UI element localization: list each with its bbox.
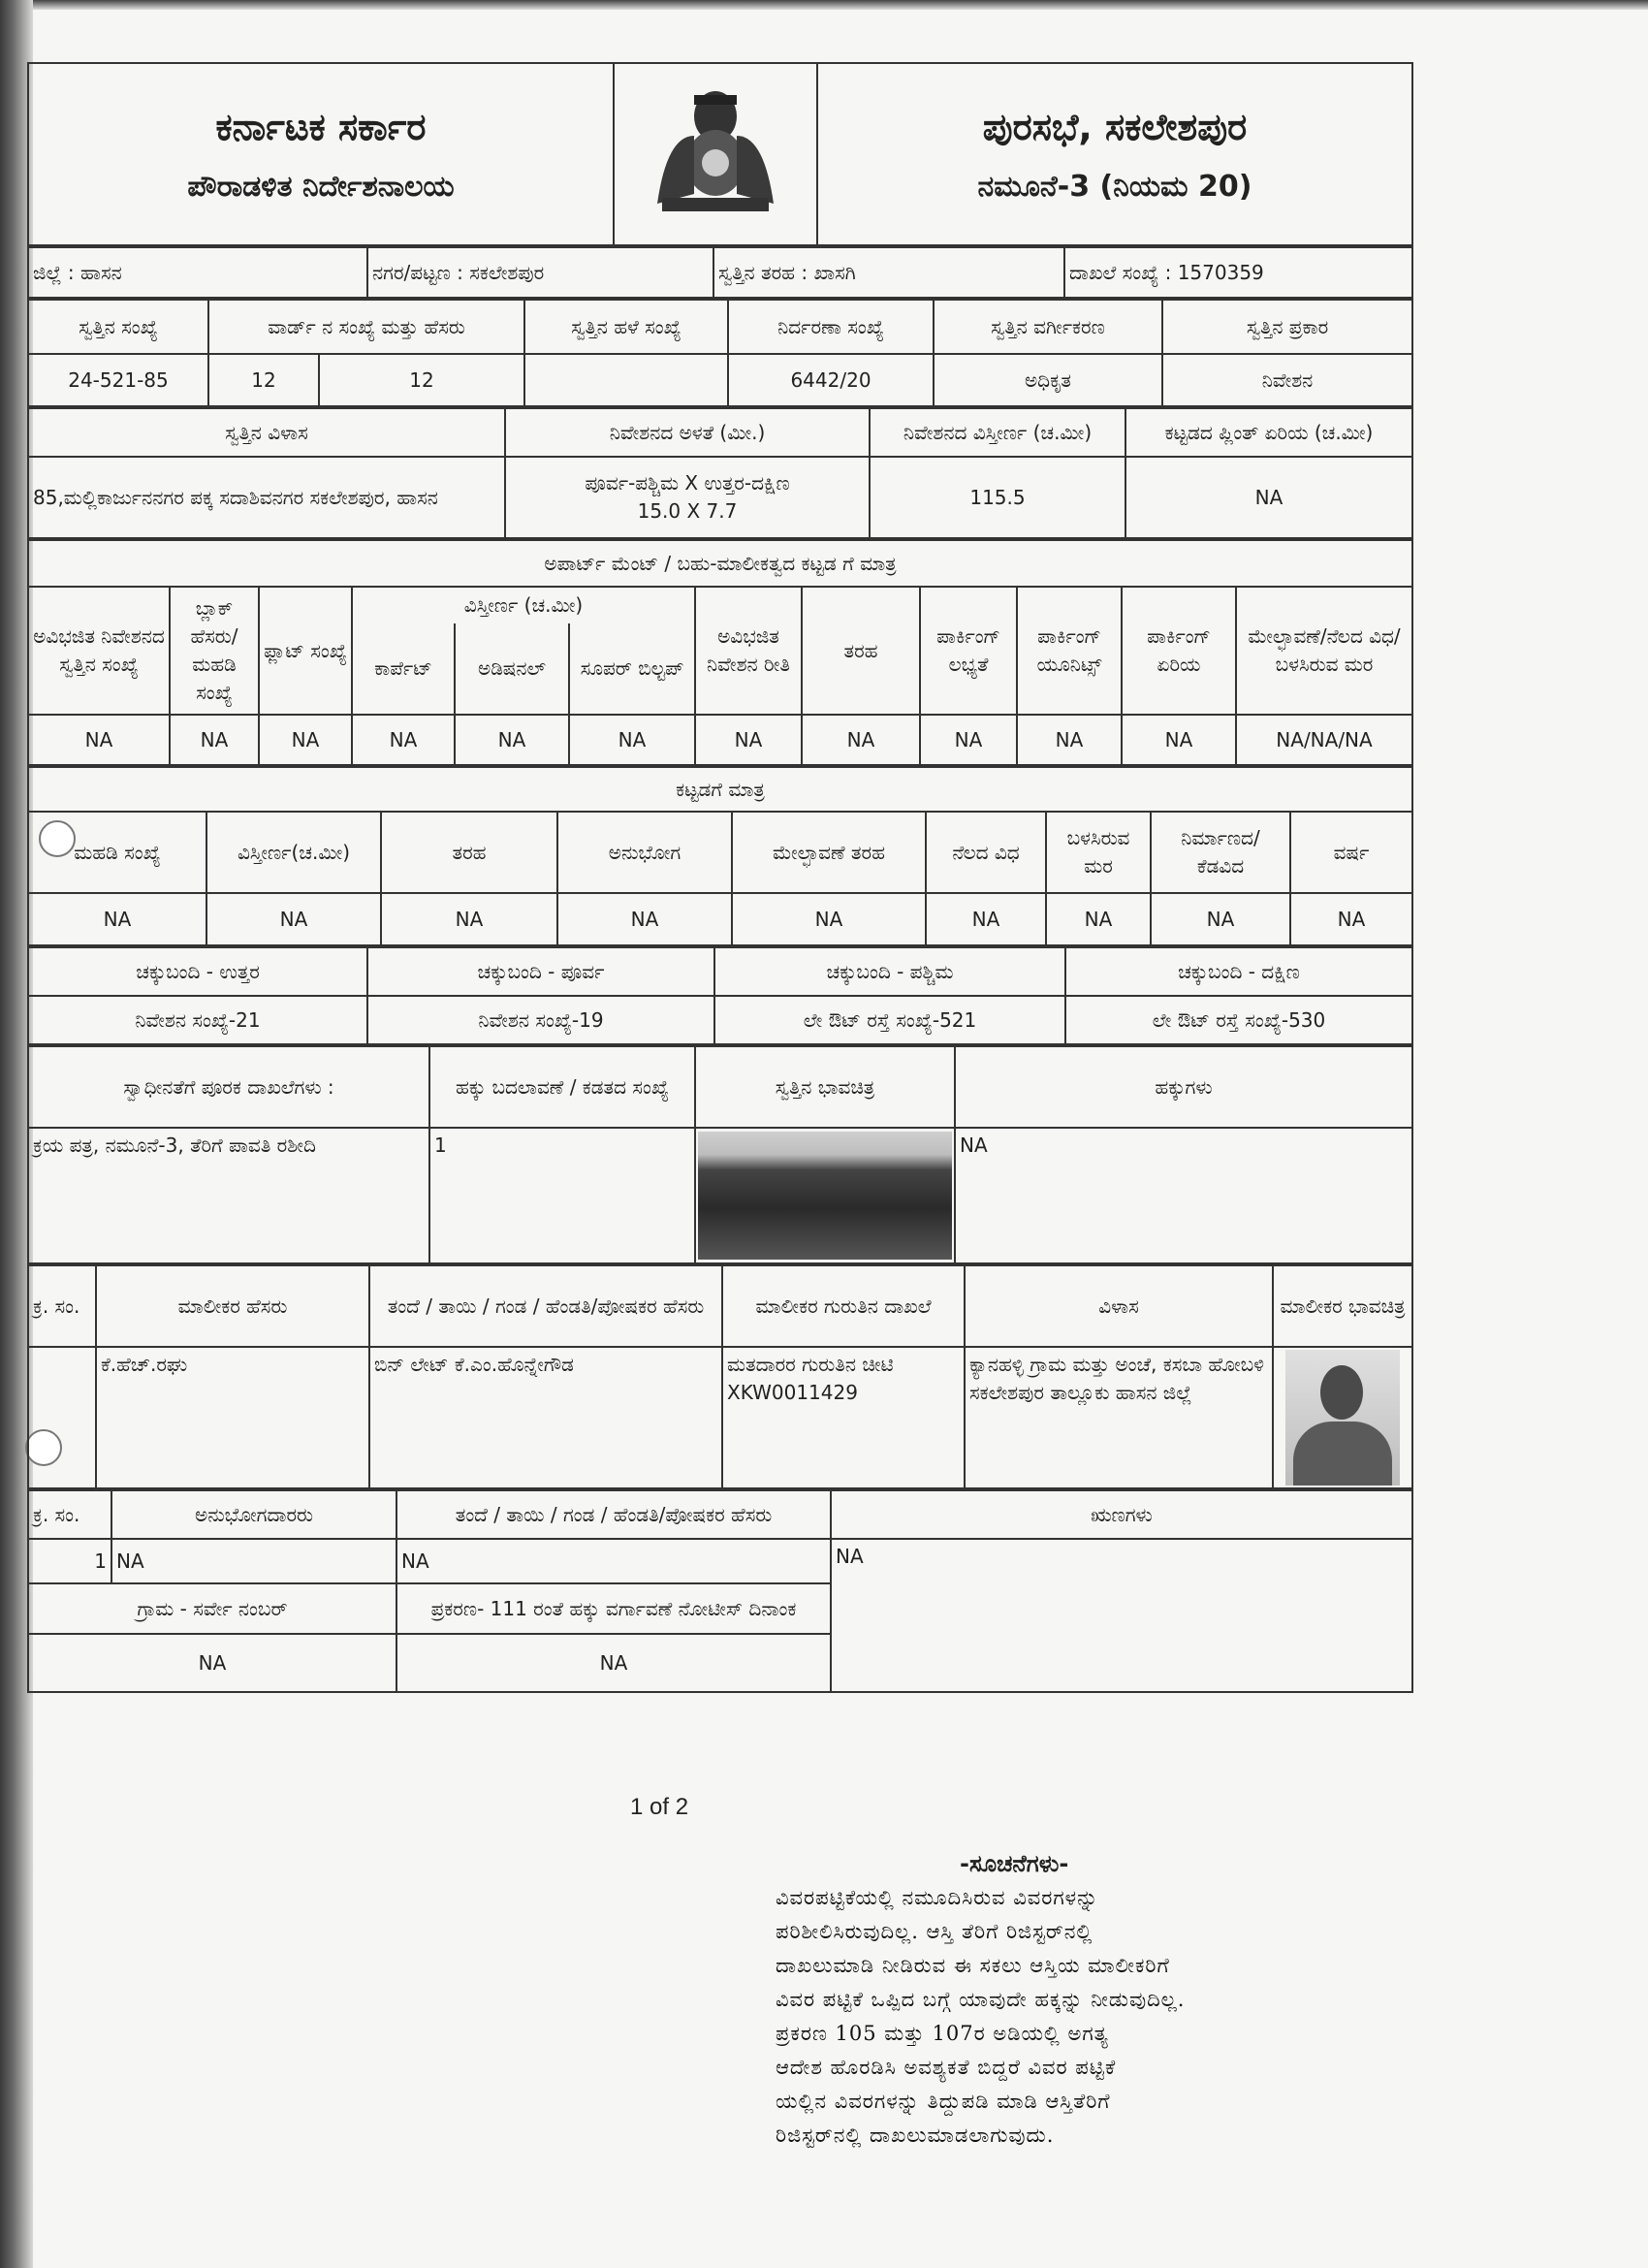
notes-line: ಆದೇಶ ಹೊರಡಿಸಿ ಅವಶ್ಯಕತೆ ಬಿದ್ದರೆ ವಿವರ ಪಟ್ಟಿಕೆ <box>776 2056 1117 2079</box>
building-title: ಕಟ್ಟಡಗೆ ಮಾತ್ರ <box>28 767 1412 812</box>
notes-line: ಪರಿಶೀಲಿಸಿರುವುದಿಲ್ಲ. ಆಸ್ತಿ ತೆರಿಗೆ ರಿಜಿಸ್ಟರ್‌ನಲ್ಲಿ <box>776 1920 1093 1943</box>
header-property-photo: ಸ್ವತ್ತಿನ ಭಾವಚಿತ್ರ <box>695 1046 955 1128</box>
occupant-parent: NA <box>396 1539 831 1583</box>
page-number: 1 of 2 <box>630 1794 689 1820</box>
building-value: NA <box>28 893 206 945</box>
owner-address: ಕ್ಯಾನಹಳ್ಳಿ ಗ್ರಾಮ ಮತ್ತು ಅಂಚೆ, ಕಸಬಾ ಹೋಬಳಿ ಸಕಲೇಶಪುರ ತಾಲ್ಲೂಕು ಹಾಸನ ಜಿಲ್ಲೆ <box>965 1347 1273 1488</box>
header-floor-type: ನೆಲದ ವಿಧ <box>926 812 1046 893</box>
dimension-label: ಪೂರ್ವ-ಪಶ್ಚಿಮ X ಉತ್ತರ-ದಕ್ಷಿಣ <box>585 471 790 495</box>
government-title: ಕರ್ನಾಟಕ ಸರ್ಕಾರ <box>215 105 427 148</box>
occupant-table <box>27 1489 1413 1693</box>
header-rights: ಹಕ್ಕುಗಳು <box>955 1046 1412 1128</box>
form-title: ನಮೂನೆ-3 (ನಿಯಮ 20) <box>977 169 1252 204</box>
assessment-number: 6442/20 <box>728 354 934 406</box>
header-survey-number <box>28 1583 396 1634</box>
property-photo-cell <box>695 1128 955 1263</box>
header-floor-number: ಮಹಡಿ ಸಂಖ್ಯೆ <box>28 812 206 893</box>
header-boundary-north: ಚಕ್ಕುಬಂದಿ - ಉತ್ತರ <box>28 947 367 996</box>
property-table <box>27 299 1413 407</box>
header-owner-id: ಮಾಲೀಕರ ಗುರುತಿನ ದಾಖಲೆ <box>722 1265 965 1347</box>
scan-edge-top <box>0 0 1648 10</box>
building-table <box>27 766 1413 946</box>
building-value: NA <box>381 893 557 945</box>
owner-parent: ಬಿನ್ ಲೇಟ್ ಕೆ.ಎಂ.ಹೊನ್ನೇಗೌಡ <box>369 1347 722 1488</box>
notes-line: ರಿಜಿಸ್ಟರ್‌ನಲ್ಲಿ ದಾಖಲುಮಾಡಲಾಗುವುದು. <box>776 2124 1055 2147</box>
header-parking-units: ಪಾರ್ಕಿಂಗ್ ಯೂನಿಟ್ಸ್ <box>1017 587 1122 715</box>
building-value: NA <box>557 893 732 945</box>
notes-stamp <box>776 1881 1299 2153</box>
apartment-value: NA <box>802 715 920 765</box>
header-undivided-share: ಅವಿಭಜಿತ ನಿವೇಶನ ರೀತಿ <box>695 587 802 715</box>
property-address: 85,ಮಲ್ಲಿಕಾರ್ಜುನನಗರ ಪಕ್ಕ ಸದಾಶಿವನಗರ ಸಕಲೇಶಪುರ, ಹಾಸನ <box>28 457 505 538</box>
apartment-value: NA <box>695 715 802 765</box>
header-supporting-documents: ಸ್ವಾಧೀನತೆಗೆ ಪೂರಕ ದಾಖಲೆಗಳು : <box>28 1046 429 1128</box>
apartment-table <box>27 539 1413 766</box>
header-occupant-parent: ತಂದೆ / ತಾಯಿ / ಗಂಡ / ಹೆಂಡತಿ/ಪೋಷಕರ ಹೆಸರು <box>396 1490 831 1539</box>
header-assessment-number: ನಿರ್ದರಣಾ ಸಂಖ್ಯೆ <box>728 300 934 354</box>
apartment-value: NA <box>455 715 569 765</box>
header-block: ಬ್ಲಾಕ್ ಹೆಸರು/ ಮಹಡಿ ಸಂಖ್ಯೆ <box>170 587 259 715</box>
ward-number: 12 <box>208 354 319 406</box>
header-undivided-number: ಅವಿಭಜಿತ ನಿವೇಶನದ ಸ್ವತ್ತಿನ ಸಂಖ್ಯೆ <box>28 587 170 715</box>
occupant-name: NA <box>111 1539 396 1583</box>
district-field: ಜಿಲ್ಲೆ : ಹಾಸನ <box>28 247 367 298</box>
occupant-sl: 1 <box>28 1539 111 1583</box>
boundary-north: ನಿವೇಶನ ಸಂಖ್ಯೆ-21 <box>28 996 367 1044</box>
dimensions-cell <box>505 457 870 538</box>
dimension-value: 15.0 X 7.7 <box>637 499 738 523</box>
header-right <box>817 63 1412 245</box>
header-usage: ಅನುಭೋಗ <box>557 812 732 893</box>
header-boundary-south: ಚಕ್ಕುಬಂದಿ - ದಕ್ಷಿಣ <box>1065 947 1412 996</box>
loans: NA <box>831 1539 1412 1692</box>
apartment-value: NA <box>920 715 1017 765</box>
notice-date: NA <box>396 1634 831 1692</box>
header-address: ಸ್ವತ್ತಿನ ವಿಳಾಸ <box>28 408 505 457</box>
owner-name: ಕೆ.ಹೆಚ್.ರಘು <box>96 1347 369 1488</box>
header-apartment-type: ತರಹ <box>802 587 920 715</box>
building-value: NA <box>1290 893 1412 945</box>
building-value: NA <box>732 893 926 945</box>
header-construction: ನಿರ್ಮಾಣದ/ ಕೆಡವಿದ <box>1151 812 1290 893</box>
apartment-value: NA <box>352 715 455 765</box>
header-dimensions: ನಿವೇಶನದ ಅಳತೆ (ಮೀ.) <box>505 408 870 457</box>
notes-line: ಪ್ರಕರಣ 105 ಮತ್ತು 107ರ ಅಡಿಯಲ್ಲಿ ಅಗತ್ಯ <box>776 2022 1109 2045</box>
header-occupant-name: ಅನುಭೋಗದಾರರು <box>111 1490 396 1539</box>
header-occupant-sl: ಕ್ರ. ಸಂ. <box>28 1490 111 1539</box>
building-value: NA <box>1151 893 1290 945</box>
header-classification: ಸ್ವತ್ತಿನ ವರ್ಗೀಕರಣ <box>934 300 1162 354</box>
building-value: NA <box>1046 893 1151 945</box>
record-number-field: ದಾಖಲೆ ಸಂಖ್ಯೆ : 1570359 <box>1064 247 1412 298</box>
supporting-documents: ಕ್ರಯ ಪತ್ರ, ನಮೂನೆ-3, ತೆರಿಗೆ ಪಾವತಿ ರಶೀದಿ <box>28 1128 429 1263</box>
ward-name: 12 <box>319 354 524 406</box>
old-number <box>524 354 728 406</box>
header-building-area: ವಿಸ್ತೀರ್ಣ(ಚ.ಮೀ) <box>206 812 381 893</box>
header-additional: ಅಡಿಷನಲ್ <box>455 623 569 715</box>
header-flat: ಫ್ಲಾಟ್ ಸಂಖ್ಯೆ <box>259 587 352 715</box>
header-owner-photo: ಮಾಲೀಕರ ಭಾವಚಿತ್ರ <box>1273 1265 1412 1347</box>
header-ward: ವಾರ್ಡ್ ನ ಸಂಖ್ಯೆ ಮತ್ತು ಹೆಸರು <box>208 300 524 354</box>
property-photo <box>698 1132 952 1260</box>
building-value: NA <box>206 893 381 945</box>
header-roof-type: ಮೇಲ್ಛಾವಣೆ ತರಹ <box>732 812 926 893</box>
documents-table <box>27 1045 1413 1264</box>
header-owner-address: ವಿಳಾಸ <box>965 1265 1273 1347</box>
notes-line: ವಿವರಪಟ್ಟಿಕೆಯಲ್ಲಿ ನಮೂದಿಸಿರುವ ವಿವರಗಳನ್ನು <box>776 1886 1099 1909</box>
header-apartment-area: ವಿಸ್ತೀರ್ಣ (ಚ.ಮೀ) <box>352 587 695 623</box>
survey-number: NA <box>28 1634 396 1692</box>
property-side-field: ಸ್ವತ್ತಿನ ತರಹ : ಖಾಸಗಿ <box>713 247 1064 298</box>
boundary-south: ಲೇ ಔಟ್ ರಸ್ತೆ ಸಂಖ್ಯೆ-530 <box>1065 996 1412 1044</box>
header-owner-sl: ಕ್ರ. ಸಂ. <box>28 1265 96 1347</box>
apartment-value: NA <box>170 715 259 765</box>
property-form <box>27 62 1413 1693</box>
header-loans: ಋಣಗಳು <box>831 1490 1412 1539</box>
header-year: ವರ್ಷ <box>1290 812 1412 893</box>
header-site-area: ನಿವೇಶನದ ವಿಸ್ತೀರ್ಣ (ಚ.ಮೀ) <box>870 408 1125 457</box>
apartment-value: NA <box>259 715 352 765</box>
municipality-title: ಪುರಸಭೆ, ಸಕಲೇಶಪುರ <box>982 105 1248 148</box>
owner-photo-cell <box>1273 1347 1412 1488</box>
file-number: 1 <box>429 1128 695 1263</box>
notes-title: -ಸೂಚನೆಗಳು- <box>960 1850 1069 1877</box>
karnataka-emblem-icon <box>638 78 793 223</box>
header-roof-floor-wood: ಮೇಲ್ಛಾವಣೆ/ನೆಲದ ವಿಧ/ಬಳಸಿರುವ ಮರ <box>1236 587 1412 715</box>
boundaries-table <box>27 946 1413 1045</box>
header-owner-parent: ತಂದೆ / ತಾಯಿ / ಗಂಡ / ಹೆಂಡತಿ/ಪೋಷಕರ ಹೆಸರು <box>369 1265 722 1347</box>
apartment-value: NA/NA/NA <box>1236 715 1412 765</box>
header-parking-area: ಪಾರ್ಕಿಂಗ್ ಏರಿಯ <box>1122 587 1236 715</box>
header-notice-date: ಪ್ರಕರಣ- 111 ರಂತೆ ಹಕ್ಕು ವರ್ಗಾವಣೆ ನೋಟೀಸ್ ದಿನಾಂಕ <box>396 1583 831 1634</box>
header-owner-name: ಮಾಲೀಕರ ಹೆಸರು <box>96 1265 369 1347</box>
property-type: ನಿವೇಶನ <box>1162 354 1412 406</box>
address-table <box>27 407 1413 539</box>
rights: NA <box>955 1128 1412 1263</box>
header-boundary-east: ಚಕ್ಕುಬಂದಿ - ಪೂರ್ವ <box>367 947 714 996</box>
site-area: 115.5 <box>870 457 1125 538</box>
header-file-number: ಹಕ್ಕು ಬದಲಾವಣೆ / ಕಡತದ ಸಂಖ್ಯೆ <box>429 1046 695 1128</box>
header-property-number: ಸ್ವತ್ತಿನ ಸಂಖ್ಯೆ <box>28 300 208 354</box>
property-number: 24-521-85 <box>28 354 208 406</box>
header-parking-availability: ಪಾರ್ಕಿಂಗ್ ಲಭ್ಯತೆ <box>920 587 1017 715</box>
notes-line: ದಾಖಲುಮಾಡಿ ನೀಡಿರುವ ಈ ಸಕಲು ಆಸ್ತಿಯ ಮಾಲೀಕರಿಗೆ <box>776 1954 1170 1977</box>
building-value: NA <box>926 893 1046 945</box>
header-property-type: ಸ್ವತ್ತಿನ ಪ್ರಕಾರ <box>1162 300 1412 354</box>
notes-line: ಯಲ್ಲಿನ ವಿವರಗಳನ್ನು ತಿದ್ದುಪಡಿ ಮಾಡಿ ಆಸ್ತಿತೆರಿಗೆ <box>776 2090 1111 2113</box>
header-building-type: ತರಹ <box>381 812 557 893</box>
notes-line: ವಿವರ ಪಟ್ಟಿಕೆ ಒಪ್ಪಿದ ಬಗ್ಗೆ ಯಾವುದೇ ಹಕ್ಕನ್ನು ನೀಡುವುದಿಲ್ಲ. <box>776 1988 1186 2011</box>
apartment-value: NA <box>569 715 695 765</box>
header-boundary-west: ಚಕ್ಕುಬಂದಿ - ಪಶ್ಚಿಮ <box>714 947 1065 996</box>
header-super-builtup: ಸೂಪರ್ ಬಿಲ್ಟಪ್ <box>569 623 695 715</box>
plinth-area: NA <box>1125 457 1412 538</box>
apartment-value: NA <box>1017 715 1122 765</box>
emblem-cell <box>614 63 817 245</box>
header-plinth-area: ಕಟ್ಟಡದ ಪ್ಲಿಂತ್ ಏರಿಯ (ಚ.ಮೀ) <box>1125 408 1412 457</box>
classification: ಅಧಿಕೃತ <box>934 354 1162 406</box>
owner-id-type: ಮತದಾರರ ಗುರುತಿನ ಚೀಟಿ <box>727 1353 894 1376</box>
boundary-west: ಲೇ ಔಟ್ ರಸ್ತೆ ಸಂಖ್ಯೆ-521 <box>714 996 1065 1044</box>
apartment-value: NA <box>1122 715 1236 765</box>
owner-id-number: XKW0011429 <box>727 1381 858 1404</box>
meta-row <box>27 246 1413 299</box>
header-carpet: ಕಾರ್ಪೆಟ್ <box>352 623 455 715</box>
owner-photo <box>1285 1350 1400 1485</box>
boundary-east: ನಿವೇಶನ ಸಂಖ್ಯೆ-19 <box>367 996 714 1044</box>
header-old-number: ಸ್ವತ್ತಿನ ಹಳೆ ಸಂಖ್ಯೆ <box>524 300 728 354</box>
header-wood-used: ಬಳಸಿರುವ ಮರ <box>1046 812 1151 893</box>
owner-sl <box>28 1347 96 1488</box>
form-header <box>27 62 1413 246</box>
department-title: ಪೌರಾಡಳಿತ ನಿರ್ದೇಶನಾಲಯ <box>187 169 455 204</box>
header-survey-number-label: ಗ್ರಾಮ - ಸರ್ವೇ ನಂಬರ್ <box>137 1596 288 1620</box>
apartment-value: NA <box>28 715 170 765</box>
header-left <box>28 63 614 245</box>
owner-id-cell <box>722 1347 965 1488</box>
apartment-title: ಅಪಾರ್ಟ್ ಮೆಂಟ್ / ಬಹು-ಮಾಲೀಕತ್ವದ ಕಟ್ಟಡ ಗೆ ಮಾತ್ರ <box>28 540 1412 587</box>
town-field: ನಗರ/ಪಟ್ಟಣ : ಸಕಲೇಶಪುರ <box>367 247 713 298</box>
owner-table <box>27 1264 1413 1489</box>
